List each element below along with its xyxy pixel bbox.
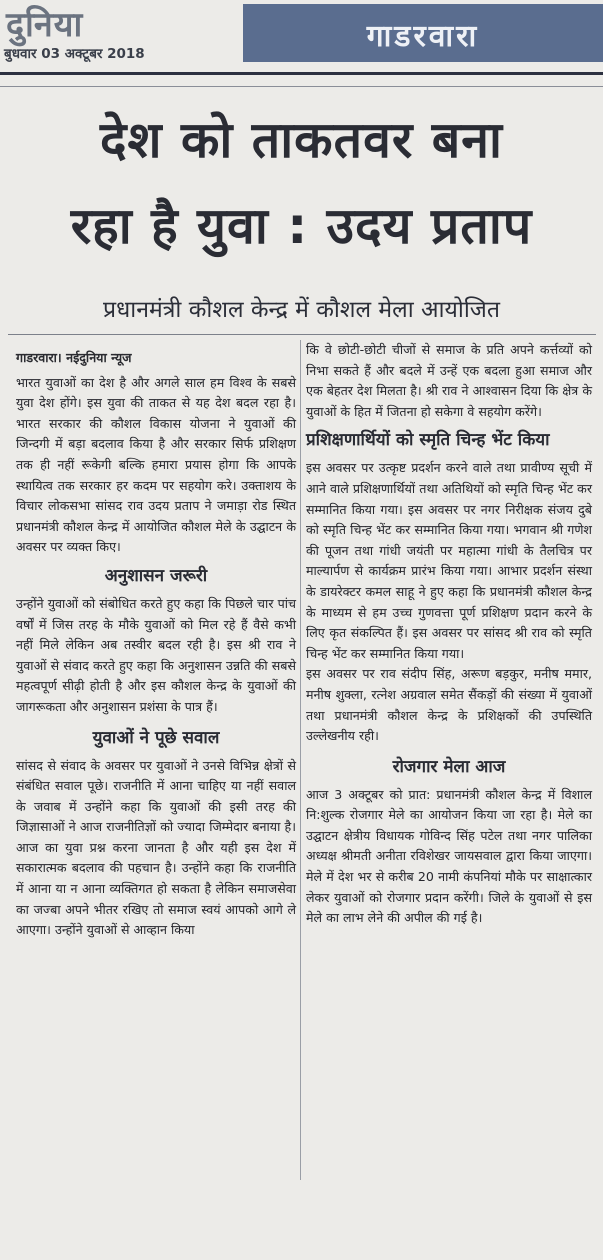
- publication-date: बुधवार 03 अक्टूबर 2018: [4, 46, 145, 62]
- masthead-rule: [0, 72, 603, 75]
- subheading-youth-questions: युवाओं ने पूछे सवाल: [92, 727, 220, 748]
- headline-line-1: देश को ताकतवर बना: [100, 111, 503, 169]
- paragraph-youth-questions-continued: कि वे छोटी-छोटी चीजों से समाज के प्रति अपने कर्त्तव्यों को निभा सकते हैं और बदले में उन्हें एक बदला हुआ समाज और एक बेहतर देश मिलता है। श्री राव ने आश्वासन दिया कि क्षेत्र के युवाओं के हित में जितना हो सकेगा वे सहयोग करेंगे।: [306, 342, 592, 419]
- paragraph-attendees: इस अवसर पर राव संदीप सिंह, अरूण बड़कुर, मनीष ममार, मनीष शुक्ला, रत्नेश अग्रवाल समेत सैंकड़ों की संख्या में युवाओं तथा प्रधानमंत्री कौशल केन्द्र के प्रशिक्षकों की उपस्थिति उल्लेखनीय रही।: [306, 666, 592, 744]
- headline-line-2: रहा है युवा : उदय प्रताप: [70, 197, 533, 255]
- subheading-discipline: अनुशासन जरूरी: [104, 565, 208, 586]
- subheadline: प्रधानमंत्री कौशल केन्द्र में कौशल मेला आयोजित: [103, 297, 500, 323]
- paragraph-job-fair: आज 3 अक्टूबर को प्रात: प्रधानमंत्री कौशल केन्द्र में विशाल नि:शुल्क रोजगार मेले का आयोजन किया जा रहा है। मेले का उद्घाटन क्षेत्रीय विधायक गोविन्द सिंह पटेल तथा नगर पालिका अध्यक्ष श्रीमती अनीता रविशेखर जायसवाल द्वारा किया जाएगा। मेले में देश भर से करीब 20 नामी कंपनियां मौके पर साक्षात्कार लेकर युवाओं को रोजगार प्रदान करेंगी। जिले के युवाओं से इस मेले का लाभ लेने की अपील की गई है।: [306, 786, 592, 926]
- masthead: [0, 0, 603, 72]
- subheading-job-fair: रोजगार मेला आज: [392, 756, 506, 777]
- headline-rule: [8, 334, 596, 335]
- section-band: [243, 4, 603, 62]
- subheading-mementos: प्रशिक्षणार्थियों को स्मृति चिन्ह भेंट किया: [306, 430, 550, 451]
- article-column-right: [306, 340, 592, 929]
- intro-paragraph: भारत युवाओं का देश है और अगले साल हम विश्व के सबसे युवा देश होंगे। इस युवा की ताकत से यह देश बदल रहा है। भारत सरकार की कौशल विकास योजना ने युवाओं की जिन्दगी में बड़ा बदलाव किया है और सरकार सिर्फ प्रशिक्षण तक ही नहीं रूकेगी बल्कि हमारा प्रयास होगा कि आपके स्थायित्व तक सरकार हर कदम पर सहयोग करे। उक्ताशय के विचार लोकसभा सांसद राव उदय प्रताप ने जमाड़ा रोड स्थित प्रधानमंत्री कौशल केन्द्र में आयोजित कौशल मेले के उद्घाटन के अवसर पर व्यक्त किए।: [16, 374, 296, 555]
- byline: गाडरवारा। नईदुनिया न्यूज: [16, 350, 132, 365]
- article-column-left: [16, 348, 296, 941]
- paragraph-youth-questions: सांसद से संवाद के अवसर पर युवाओं ने उनसे विभिन्न क्षेत्रों से संबंधित सवाल पूछे। राजनीति में आना चाहिए या नहीं सवाल के जवाब में उन्होंने कहा कि युवाओं की इसी तरह की जिज्ञासाओं ने आज राजनीतिज्ञों को ज्यादा जिम्मेदार बनाया है। आज का युवा प्रश्न करना जानता है और यही इस देश में सकारात्मक बदलाव की पहचान है। उन्होंने कहा कि राजनीति में आना या न आना व्यक्तिगत हो सकता है लेकिन समाजसेवा का जज्बा अपने भीतर रखिए तो समाज स्वयं आपको आगे ले आएगा। उन्होंने युवाओं से आव्हान किया: [16, 757, 296, 938]
- masthead-thin-rule: [0, 86, 603, 87]
- section-title: गाडरवारा: [366, 19, 480, 54]
- newspaper-logo: दुनिया: [6, 5, 84, 45]
- paragraph-mementos: इस अवसर पर उत्कृष्ट प्रदर्शन करने वाले तथा प्रावीण्य सूची में आने वाले प्रशिक्षणार्थियों तथा अतिथियों को स्मृति चिन्ह भेंट कर सम्मानित किया गया। इस अवसर पर नगर निरीक्षक संजय दुबे को स्मृति चिन्ह भेंट कर सम्मानित किया गया। भगवान श्री गणेश की पूजन तथा गांधी जयंती पर महात्मा गांधी के तैलचित्र पर माल्यार्पण से कार्यक्रम प्रारंभ किया गया। आभार प्रदर्शन संस्था के डायरेक्टर कमल साहू ने हुए कहा कि प्रधानमंत्री कौशल केन्द्र के माध्यम से हम उच्च गुणवत्ता पूर्ण प्रशिक्षण प्रदान करने के लिए कृत संकल्पित हैं। इस अवसर पर सांसद श्री राव को स्मृति चिन्ह भेंट कर सम्मानित किया गया।: [306, 460, 592, 661]
- column-divider: [300, 340, 301, 1180]
- paragraph-discipline: उन्होंने युवाओं को संबोधित करते हुए कहा कि पिछले चार पांच वर्षों में जिस तरह के मौके युवाओं को मिल रहे हैं वैसे कभी नहीं मिले लेकिन अब तस्वीर बदल रही है। इस श्री राव ने युवाओं से संवाद करते हुए कहा कि अनुशासन उन्नति की सबसे महत्वपूर्ण सीढ़ी होती है और इस कौशल केन्द्र के युवाओं की जागरूकता और अनुशासन प्रशंसा के पात्र हैं।: [16, 595, 296, 714]
